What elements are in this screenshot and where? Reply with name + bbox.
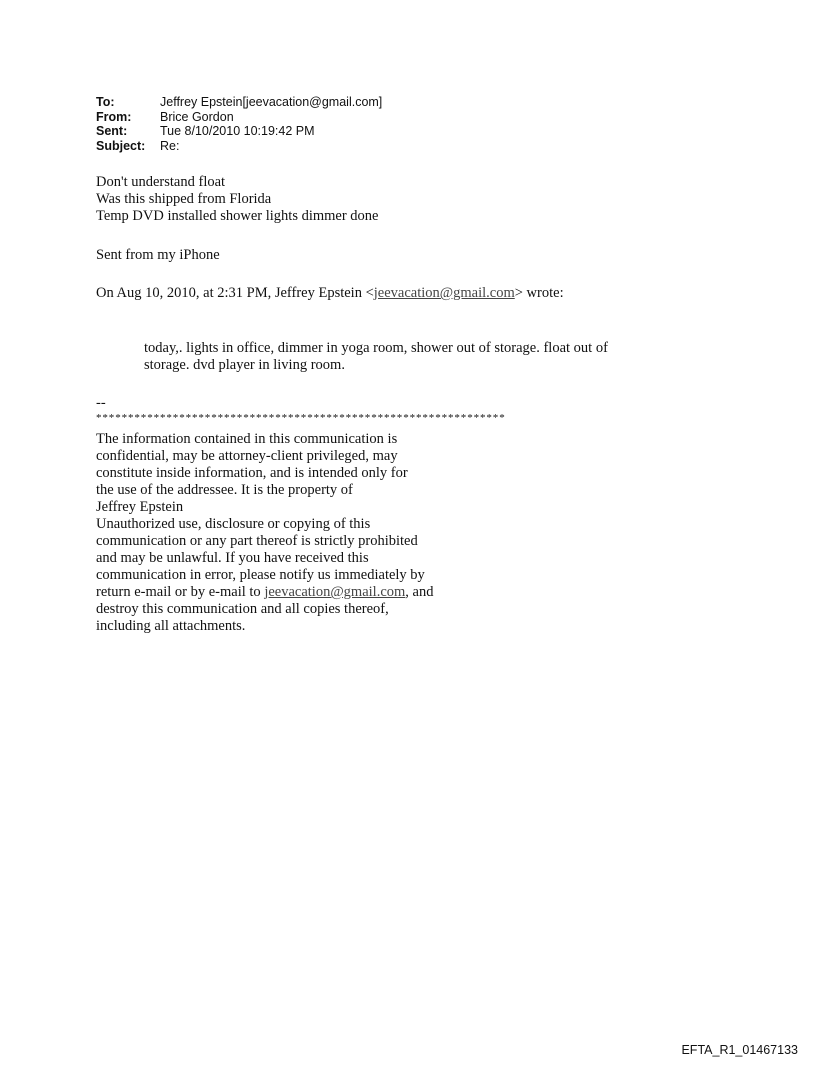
- to-row: [96, 95, 382, 110]
- disclaimer-line: Jeffrey Epstein: [96, 499, 184, 515]
- disclaimer-line: including all attachments.: [96, 618, 246, 634]
- quoted-message: [144, 340, 684, 374]
- quoted-line: today,. lights in office, dimmer in yoga room, shower out of storage. float out of: [144, 340, 608, 356]
- to-label: To:: [96, 95, 115, 109]
- disclaimer-line: constitute inside information, and is intended only for: [96, 465, 408, 481]
- subject-row: [96, 139, 382, 154]
- disclaimer-email-link[interactable]: jeevacation@gmail.com: [264, 584, 406, 600]
- quote-intro-suffix: > wrote:: [514, 285, 564, 301]
- subject-value: Re:: [160, 138, 180, 153]
- quote-email-link[interactable]: jeevacation@gmail.com: [373, 285, 515, 301]
- confidentiality-disclaimer: [96, 431, 496, 635]
- from-value: Brice Gordon: [160, 109, 234, 124]
- sent-row: [96, 124, 382, 139]
- quoted-line: storage. dvd player in living room.: [144, 357, 345, 373]
- quote-intro: [96, 285, 564, 302]
- document-id: EFTA_R1_01467133: [681, 1043, 798, 1057]
- disclaimer-line: the use of the addressee. It is the property of: [96, 482, 353, 498]
- body-line: Temp DVD installed shower lights dimmer done: [96, 208, 379, 224]
- disclaimer-line: Unauthorized use, disclosure or copying of this: [96, 516, 371, 532]
- disclaimer-line: communication in error, please notify us immediately by: [96, 567, 425, 583]
- disclaimer-line: The information contained in this communication is: [96, 431, 398, 447]
- signature: Sent from my iPhone: [96, 247, 220, 263]
- to-value: Jeffrey Epstein[jeevacation@gmail.com]: [160, 95, 383, 109]
- from-row: [96, 110, 382, 125]
- disclaimer-return-line: [96, 584, 496, 601]
- body-line: Was this shipped from Florida: [96, 191, 272, 207]
- message-body: [96, 174, 379, 225]
- email-header: [96, 95, 382, 153]
- disclaimer-line: destroy this communication and all copies thereof,: [96, 601, 389, 617]
- separator-stars: ****************************************************************: [96, 412, 506, 424]
- disclaimer-line: communication or any part thereof is strictly prohibited: [96, 533, 418, 549]
- subject-label: Subject:: [96, 138, 146, 153]
- disclaimer-line: and may be unlawful. If you have received this: [96, 550, 369, 566]
- disclaimer-return-prefix: return e-mail or by e-mail to: [96, 584, 265, 600]
- sent-value: Tue 8/10/2010 10:19:42 PM: [160, 124, 315, 138]
- from-label: From:: [96, 109, 132, 124]
- sent-label: Sent:: [96, 124, 128, 138]
- body-line: Don't understand float: [96, 174, 226, 190]
- disclaimer-line: confidential, may be attorney-client privileged, may: [96, 448, 398, 464]
- disclaimer-return-suffix: , and: [405, 584, 434, 600]
- separator-dashes: --: [96, 395, 106, 411]
- quote-intro-prefix: On Aug 10, 2010, at 2:31 PM, Jeffrey Epstein <: [96, 285, 374, 301]
